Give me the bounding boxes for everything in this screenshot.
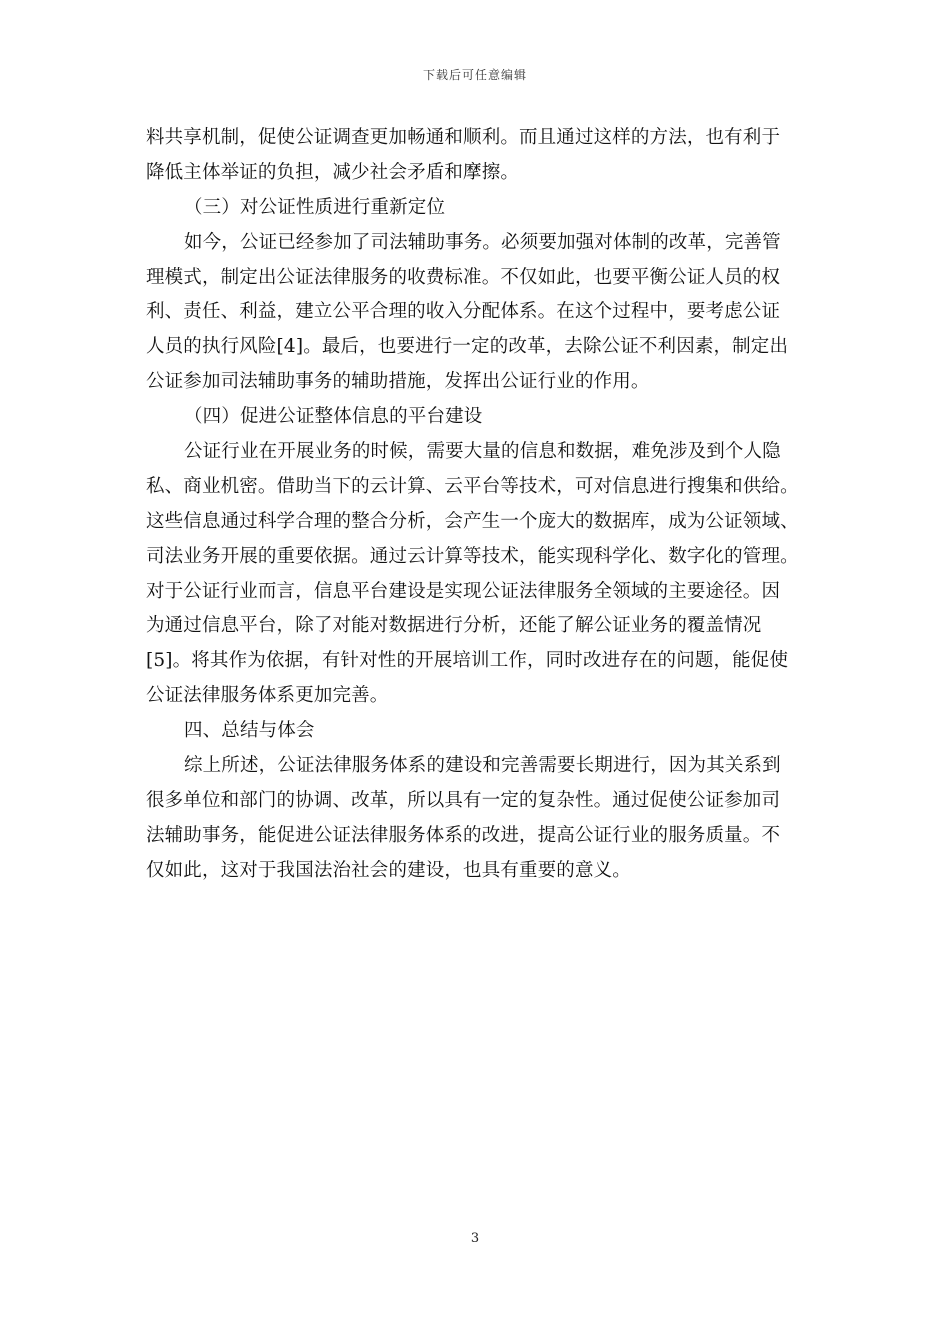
header-divider	[146, 94, 804, 95]
body-line: 仅如此，这对于我国法治社会的建设，也具有重要的意义。	[146, 859, 631, 881]
body-line: 利、责任、利益，建立公平合理的收入分配体系。在这个过程中，要考虑公证	[146, 301, 781, 323]
page-number: 3	[470, 1231, 480, 1246]
body-line: 理模式，制定出公证法律服务的收费标准。不仅如此，也要平衡公证人员的权	[146, 266, 781, 288]
body-line: 降低主体举证的负担，减少社会矛盾和摩擦。	[146, 161, 520, 183]
body-line: 综上所述，公证法律服务体系的建设和完善需要长期进行，因为其关系到	[184, 755, 781, 777]
section-heading: 四、总结与体会	[184, 720, 315, 742]
body-line: 如今，公证已经参加了司法辅助事务。必须要加强对体制的改革，完善管	[184, 231, 781, 253]
body-line: 料共享机制，促使公证调查更加畅通和顺利。而且通过这样的方法，也有利于	[146, 127, 781, 148]
page-header: 下载后可任意编辑	[422, 68, 527, 82]
body-line: 公证法律服务体系更加完善。	[146, 685, 389, 707]
body-line: [5]。将其作为依据，有针对性的开展培训工作，同时改进存在的问题，能促使	[146, 650, 789, 672]
document-body	[146, 121, 806, 889]
body-line: 人员的执行风险[4]。最后，也要进行一定的改革，去除公证不利因素，制定出	[146, 336, 789, 358]
section-heading: （四）促进公证整体信息的平台建设	[184, 406, 483, 428]
body-line: 这些信息通过科学合理的整合分析，会产生一个庞大的数据库，成为公证领域、	[146, 510, 799, 532]
body-line: 司法业务开展的重要依据。通过云计算等技术，能实现科学化、数字化的管理。	[146, 545, 799, 567]
body-line: 公证行业在开展业务的时候，需要大量的信息和数据，难免涉及到个人隐	[184, 441, 781, 463]
section-heading: （三）对公证性质进行重新定位	[184, 196, 446, 218]
body-line: 很多单位和部门的协调、改革，所以具有一定的复杂性。通过促使公证参加司	[146, 789, 781, 811]
body-line: 公证参加司法辅助事务的辅助措施，发挥出公证行业的作用。	[146, 371, 650, 393]
body-line: 法辅助事务，能促进公证法律服务体系的改进，提高公证行业的服务质量。不	[146, 824, 781, 846]
body-line: 私、商业机密。借助当下的云计算、云平台等技术，可对信息进行搜集和供给。	[146, 475, 799, 497]
body-line: 对于公证行业而言，信息平台建设是实现公证法律服务全领域的主要途径。因	[146, 580, 781, 602]
body-line: 为通过信息平台，除了对能对数据进行分析，还能了解公证业务的覆盖情况	[146, 615, 762, 637]
